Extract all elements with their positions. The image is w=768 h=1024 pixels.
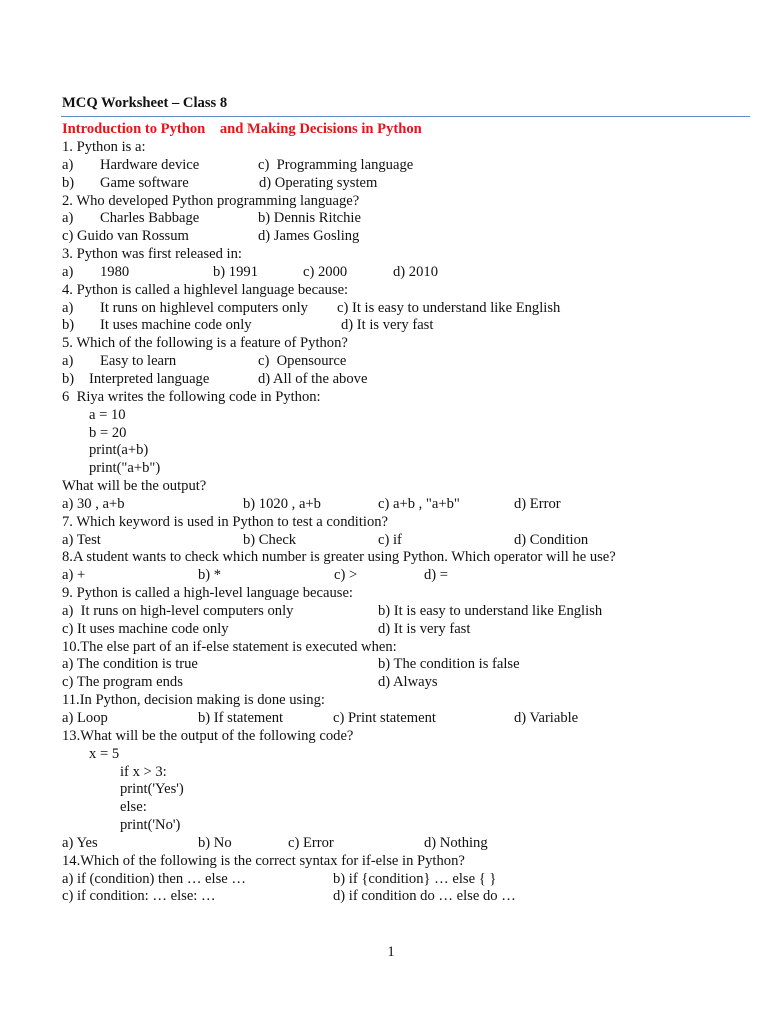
text-line (62, 300, 750, 318)
option-text: It uses machine code only (100, 317, 252, 334)
line-text: a) (62, 210, 74, 227)
text-line (62, 764, 750, 782)
line-text: a) Loop (62, 710, 108, 726)
text-line (62, 389, 750, 407)
line-text: 6 Riya writes the following code in Python: (62, 388, 321, 405)
option-text: d) Nothing (424, 834, 488, 851)
option-text: c) Error (288, 834, 334, 851)
line-text: a) if (condition) then … else … (62, 870, 246, 887)
option-text: d) if condition do … else do … (333, 888, 516, 905)
option-text: d) Operating system (259, 174, 378, 191)
option-text: d) 2010 (393, 263, 438, 280)
text-line (62, 425, 750, 443)
option-text: d) Error (514, 495, 561, 512)
text-line (62, 888, 750, 906)
text-line (62, 656, 750, 674)
text-line (62, 532, 750, 550)
option-text: c) if (378, 531, 402, 548)
text-line (62, 746, 750, 764)
line-text: a) (62, 299, 74, 316)
line-text: a) + (62, 567, 86, 584)
page-title: MCQ Worksheet – Class 8 (62, 95, 228, 111)
line-text: 14.Which of the following is the correct syntax for if-else in Python? (62, 852, 465, 869)
option-text: Hardware device (100, 156, 200, 173)
option-text: c) > (334, 567, 358, 584)
option-text: b) Dennis Ritchie (258, 210, 361, 227)
text-line (62, 139, 750, 157)
option-text: d) It is very fast (341, 317, 434, 334)
text-line (62, 407, 750, 425)
text-line (62, 371, 750, 389)
text-line (62, 692, 750, 710)
option-text: c) Programming language (258, 156, 414, 173)
line-text: a) The condition is true (62, 656, 198, 673)
line-text: 8.A student wants to check which number is greater using Python. Which operator will he use? (62, 549, 616, 566)
text-line (62, 317, 750, 335)
text-line (62, 514, 750, 532)
text-line (62, 674, 750, 692)
line-text: c) Guido van Rossum (62, 228, 189, 245)
text-line (62, 157, 750, 175)
line-text: a) (62, 353, 74, 370)
line-text: 7. Which keyword is used in Python to test a condition? (62, 513, 389, 530)
line-text: 13.What will be the output of the following code? (62, 727, 354, 744)
text-line (62, 478, 750, 496)
option-text: 1980 (100, 263, 130, 280)
option-text: Interpreted language (89, 370, 210, 387)
text-line (62, 193, 750, 211)
text-line (62, 728, 750, 746)
line-text: a) It runs on high-level computers only (62, 602, 294, 619)
text-line (62, 353, 750, 371)
text-line (62, 246, 750, 264)
line-text: if x > 3: (120, 763, 167, 780)
option-text: Easy to learn (100, 353, 177, 370)
option-text: c) Print statement (333, 710, 436, 726)
line-text: a) Test (62, 531, 101, 548)
text-line (62, 781, 750, 799)
line-text: else: (120, 799, 147, 816)
option-text: It runs on highlevel computers only (100, 299, 308, 316)
text-line (62, 710, 750, 728)
text-line (62, 603, 750, 621)
line-text: 10.The else part of an if-else statement is executed when: (62, 638, 397, 655)
text-line (62, 835, 750, 853)
text-line (62, 871, 750, 889)
option-text: b) The condition is false (378, 656, 520, 673)
option-text: b) 1020 , a+b (243, 495, 321, 512)
text-line (62, 282, 750, 300)
line-text: print('No') (120, 817, 181, 834)
line-text: c) It uses machine code only (62, 620, 229, 637)
text-line (62, 585, 750, 603)
line-text: 3. Python was first released in: (62, 246, 242, 263)
option-text: d) James Gosling (258, 228, 360, 245)
line-text: x = 5 (89, 745, 120, 762)
line-text: c) if condition: … else: … (62, 888, 216, 905)
option-text: c) 2000 (303, 263, 348, 280)
line-text: 1. Python is a: (62, 139, 146, 155)
line-text: c) The program ends (62, 674, 183, 691)
worksheet-page (62, 94, 750, 906)
text-line (62, 853, 750, 871)
line-text: 2. Who developed Python programming language? (62, 192, 360, 209)
option-text: d) All of the above (258, 370, 368, 387)
text-line (62, 228, 750, 246)
option-text: d) It is very fast (378, 620, 471, 637)
text-line (62, 621, 750, 639)
line-text: a) Yes (62, 834, 98, 851)
question-list (62, 139, 750, 906)
option-text: c) a+b , "a+b" (378, 495, 460, 512)
line-text: What will be the output? (62, 478, 207, 495)
line-text: print("a+b") (89, 460, 161, 477)
option-text: c) It is easy to understand like English (337, 299, 561, 316)
text-line (62, 639, 750, 657)
option-text: b) If statement (198, 710, 284, 726)
line-text: a) (62, 263, 74, 280)
line-text: b) (62, 317, 75, 334)
line-text: b) (62, 370, 75, 387)
page-number: 1 (387, 944, 395, 960)
option-text: d) = (424, 567, 449, 584)
line-text: 5. Which of the following is a feature of Python? (62, 335, 348, 352)
line-text: a = 10 (89, 406, 126, 423)
line-text: a) (62, 156, 74, 173)
line-text: 11.In Python, decision making is done using: (62, 692, 325, 709)
option-text: d) Always (378, 674, 438, 691)
option-text: b) * (198, 567, 222, 584)
text-line (62, 335, 750, 353)
text-line (62, 799, 750, 817)
text-line (62, 264, 750, 282)
line-text: a) 30 , a+b (62, 495, 125, 512)
option-text: b) Check (243, 531, 297, 548)
line-text: print('Yes') (120, 781, 184, 798)
text-line (62, 460, 750, 478)
worksheet-subtitle: Introduction to Python and Making Decisions in Python (62, 121, 422, 137)
option-text: Charles Babbage (100, 210, 200, 227)
text-line (62, 496, 750, 514)
line-text: 9. Python is called a high-level language because: (62, 585, 353, 602)
text-line (62, 175, 750, 193)
text-line (62, 567, 750, 585)
option-text: d) Variable (514, 710, 579, 726)
option-text: b) It is easy to understand like English (378, 602, 603, 619)
text-line (62, 817, 750, 835)
line-text: b = 20 (89, 424, 127, 441)
option-text: b) No (198, 834, 232, 851)
text-line (62, 442, 750, 460)
title-divider (61, 116, 750, 117)
text-line (62, 549, 750, 567)
option-text: b) 1991 (213, 263, 258, 280)
option-text: c) Opensource (258, 353, 347, 370)
line-text: b) (62, 174, 75, 191)
text-line (62, 210, 750, 228)
line-text: print(a+b) (89, 442, 149, 459)
option-text: Game software (100, 174, 189, 191)
line-text: 4. Python is called a highlevel language because: (62, 281, 349, 298)
option-text: b) if {condition} … else { } (333, 870, 497, 887)
option-text: d) Condition (514, 531, 589, 548)
